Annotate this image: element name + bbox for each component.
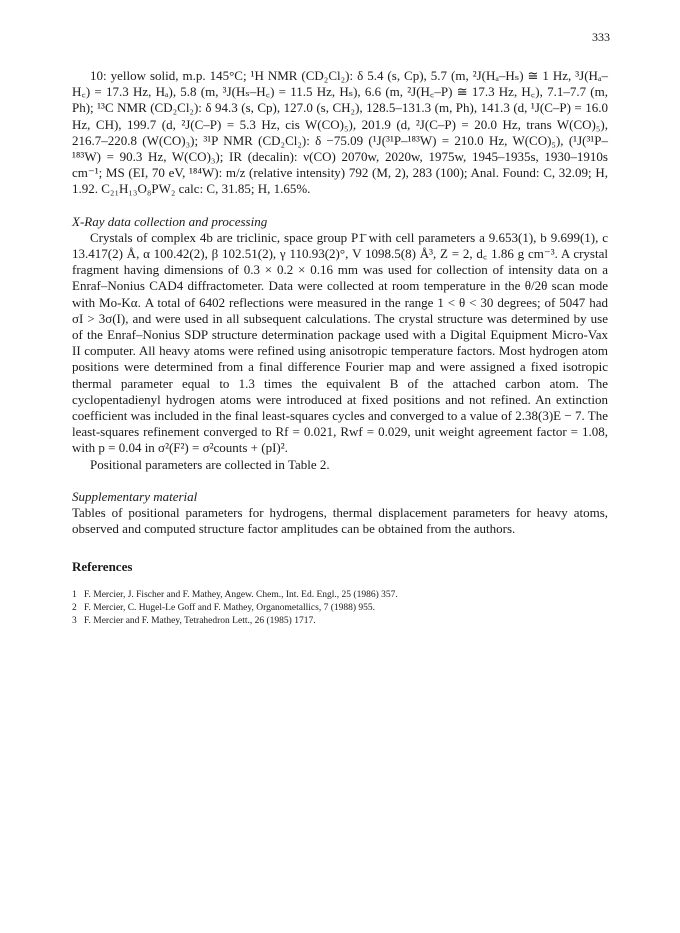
xray-positional-paragraph: Positional parameters are collected in Table 2.	[90, 456, 330, 472]
reference-text: F. Mercier, C. Hugel-Le Goff and F. Mathey, Organometallics, 7 (1988) 955.	[84, 603, 376, 614]
page-body	[72, 68, 608, 628]
reference-text: F. Mercier, J. Fischer and F. Mathey, Angew. Chem., Int. Ed. Engl., 25 (1986) 357.	[84, 590, 398, 601]
reference-item	[72, 615, 608, 628]
reference-item	[72, 589, 608, 602]
references-heading: References	[72, 559, 133, 575]
reference-number: 3	[72, 616, 77, 627]
page-number: 333	[592, 30, 610, 44]
xray-section-heading: X-Ray data collection and processing	[72, 213, 268, 229]
reference-text: F. Mercier and F. Mathey, Tetrahedron Lett., 26 (1985) 1717.	[84, 616, 316, 627]
reference-number: 1	[72, 590, 77, 601]
supplementary-paragraph: Tables of positional parameters for hydrogens, thermal displacement parameters for heavy atoms, observed and computed structure factor amplitudes can be obtained from the authors.	[72, 505, 608, 537]
compound-data-paragraph: 10: yellow solid, m.p. 145°C; ¹H NMR (CD₂Cl₂): δ 5.4 (s, Cp), 5.7 (m, ²J(Hₐ–Hₛ) ≅ 1 Hz, ³J(Hₐ–H꜀) = 17.3 Hz, Hₐ), 5.8 (m, ³J(Hₛ–H꜀) = 11.5 Hz, Hₛ), 6.6 (m, ²J(H꜀–P) ≅ 17.3 Hz, H꜀), 7.1–7.7 (m, Ph); ¹³C NMR (CD₂Cl₂): δ 94.3 (s, Cp), 127.0 (s, CH₂), 128.5–131.3 (m, Ph), 141.3 (d, ¹J(C–P) = 16.0 Hz, CH), 199.7 (d, ²J(C–P) = 5.3 Hz, cis W(CO)₅), 201.9 (d, ²J(C–P) = 20.0 Hz, trans W(CO)₅), 216.7–220.8 (W(CO)₃); ³¹P NMR (CD₂Cl₂): δ −75.09 (¹J(³¹P–¹⁸³W) = 210.0 Hz, W(CO)₅), (¹J(³¹P–¹⁸³W) = 90.3 Hz, W(CO)₃); IR (decalin): ν(CO) 2070w, 2020w, 1975w, 1945–1935s, 1930–1910s cm⁻¹; MS (EI, 70 eV, ¹⁸⁴W): m/z (relative intensity) 792 (M, 2), 283 (100); Anal. Found: C, 32.09; H, 1.92. C₂₁H₁₃O₈PW₂ calc: C, 31.85; H, 1.65%.	[72, 68, 608, 197]
supplementary-section-heading: Supplementary material	[72, 488, 198, 504]
xray-paragraph: Crystals of complex 4b are triclinic, space group P1̄ with cell parameters a 9.653(1), b 9.699(1), c 13.417(2) Å, α 100.42(2), β 102.51(2), γ 110.93(2)°, V 1098.5(8) Å³, Z = 2, d꜀ 1.86 g cm⁻³. A crystal fragment having dimensions of 0.3 × 0.2 × 0.16 mm was used for collection of intensity data on a Enraf–Nonius CAD4 diffractometer. Data were collected at room temperature in the θ/2θ scan mode with Mo-Kα. A total of 6402 reflections were measured in the range 1 < θ < 30 degrees; of 5047 had σI > 3σ(I), and were used in all subsequent calculations. The crystal structure was determined by use of the Enraf–Nonius SDP structure determination package used with a Digital Equipment Micro-Vax II computer. All heavy atoms were refined using anisotropic temperature factors. Most hydrogen atom positions were determined from a final difference Fourier map and were assigned a fixed isotropic thermal parameter equal to 1.3 times the equivalent B of the attached carbon atom. The cyclopentadienyl hydrogen atoms were introduced at fixed positions and not refined. An extinction coefficient was included in the final least-squares cycles and converged to a value of 2.38(3)E − 7. The least-squares refinement converged to Rf = 0.021, Rwf = 0.029, unit weight agreement factor = 1.08, with p = 0.04 in σ²(F²) = σ²counts + (pI)².	[72, 229, 608, 456]
reference-number: 2	[72, 603, 77, 614]
reference-list	[72, 589, 608, 628]
reference-item	[72, 602, 608, 615]
